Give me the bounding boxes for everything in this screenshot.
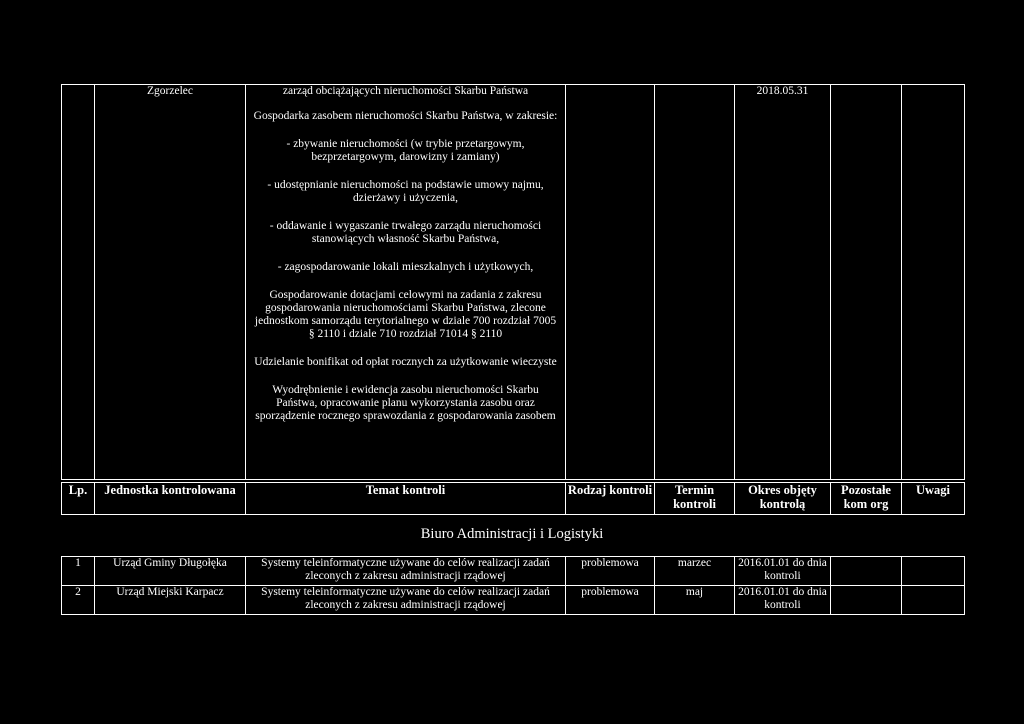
term-cell: maj — [655, 586, 735, 615]
header-period: Okres objęty kontrolą — [735, 483, 831, 515]
topic-paragraph: - zbywanie nieruchomości (w trybie przetargowym, bezprzetargowym, darowizny i zamiany) — [286, 138, 525, 163]
term-cell: marzec — [655, 557, 735, 586]
type-cell: problemowa — [566, 557, 655, 586]
topic-paragraph: - oddawanie i wygaszanie trwałego zarządu nieruchomości stanowiących własność Skarbu Państwa, — [269, 220, 542, 245]
unit-cell: Zgorzelec — [95, 85, 246, 480]
term-cell — [655, 85, 735, 480]
table-row — [62, 586, 965, 615]
header-type: Rodzaj kontroli — [566, 483, 655, 515]
topic-first-line: zarząd obciążających nieruchomości Skarbu Państwa — [282, 85, 529, 97]
notes-cell — [902, 586, 965, 615]
lp-cell: 2 — [62, 586, 95, 615]
topic-paragraph: Udzielanie bonifikat od opłat rocznych za użytkowanie wieczyste — [254, 356, 557, 368]
period-cell: 2018.05.31 — [735, 85, 831, 480]
table-row — [62, 85, 965, 480]
lp-cell — [62, 85, 95, 480]
header-table — [61, 482, 965, 515]
others-cell — [831, 557, 902, 586]
topic-paragraph: - zagospodarowanie lokali mieszkalnych i użytkowych, — [277, 261, 534, 273]
topic-paragraph: Gospodarka zasobem nieruchomości Skarbu Państwa, w zakresie: — [253, 110, 558, 122]
period-cell: 2016.01.01 do dnia kontroli — [735, 557, 831, 586]
header-topic: Temat kontroli — [246, 483, 566, 515]
period-cell: 2016.01.01 do dnia kontroli — [735, 586, 831, 615]
data-table — [61, 556, 965, 615]
others-cell — [831, 85, 902, 480]
header-notes: Uwagi — [902, 483, 965, 515]
topic-paragraph: Wyodrębnienie i ewidencja zasobu nieruchomości Skarbu Państwa, opracowanie planu wykorzystania zasobu oraz sporządzenie rocznego sprawozdania z gospodarowania zasobem — [255, 384, 556, 422]
topic-details — [246, 110, 565, 423]
topic-cell: Systemy teleinformatyczne używane do celów realizacji zadań zleconych z zakresu administracji rządowej — [246, 586, 566, 615]
notes-cell — [902, 85, 965, 480]
section-title: Biuro Administracji i Logistyki — [420, 526, 604, 542]
header-row — [62, 483, 965, 515]
topic-paragraph: - udostępnianie nieruchomości na podstawie umowy najmu, dzierżawy i użyczenia, — [267, 179, 544, 204]
header-term: Termin kontroli — [655, 483, 735, 515]
others-cell — [831, 586, 902, 615]
continuation-table — [61, 84, 965, 480]
lp-cell: 1 — [62, 557, 95, 586]
table-row — [62, 557, 965, 586]
header-unit: Jednostka kontrolowana — [95, 483, 246, 515]
topic-cell — [246, 85, 566, 480]
topic-paragraph: Gospodarowanie dotacjami celowymi na zadania z zakresu gospodarowania nieruchomościami Skarbu Państwa, zlecone jednostkom samorządu terytorialnego w dziale 700 rozdział 7005 § 2110 i dziale 710 rozdział 71014 § 2110 — [254, 289, 557, 340]
unit-cell: Urząd Gminy Długołęka — [95, 557, 246, 586]
type-cell: problemowa — [566, 586, 655, 615]
header-lp: Lp. — [62, 483, 95, 515]
type-cell — [566, 85, 655, 480]
unit-cell: Urząd Miejski Karpacz — [95, 586, 246, 615]
header-others: Pozostałe kom org — [831, 483, 902, 515]
topic-cell: Systemy teleinformatyczne używane do celów realizacji zadań zleconych z zakresu administracji rządowej — [246, 557, 566, 586]
notes-cell — [902, 557, 965, 586]
